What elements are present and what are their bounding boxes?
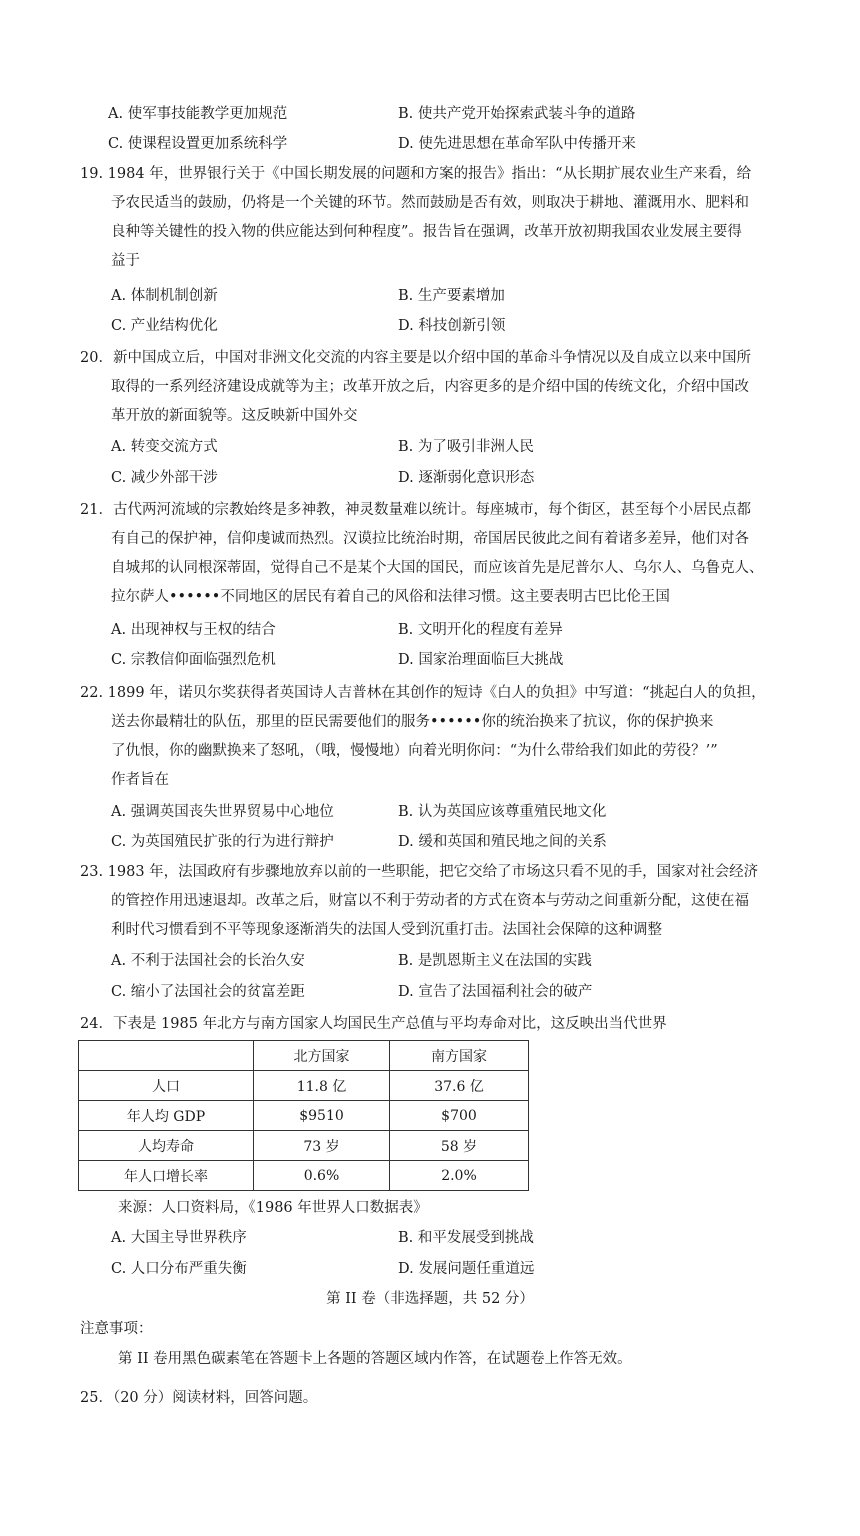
q21-option-b[interactable]: B. 文明开化的程度有差异	[398, 622, 563, 638]
q18-option-d[interactable]: D. 使先进思想在革命军队中传播开来	[398, 136, 636, 152]
q25-stem-line-1: 25．（20 分）阅读材料，回答问题。	[80, 1390, 318, 1406]
q23-option-d[interactable]: D. 宣告了法国福利社会的破产	[398, 984, 593, 1000]
q23-option-c[interactable]: C. 缩小了法国社会的贫富差距	[111, 984, 305, 1000]
q21-option-a[interactable]: A. 出现神权与王权的结合	[111, 622, 276, 638]
table-cell: 73 岁	[254, 1131, 390, 1161]
q21-option-c[interactable]: C. 宗教信仰面临强烈危机	[111, 652, 276, 668]
q20-stem-line-3: 革开放的新面貌等。这反映新中国外交	[111, 408, 358, 424]
q24-stem-line-1: 24．下表是 1985 年北方与南方国家人均国民生产总值与平均寿命对比，这反映出当代世界	[80, 1016, 667, 1032]
q24-option-c[interactable]: C. 人口分布严重失衡	[111, 1261, 247, 1277]
q19-stem-line-1: 19. 1984 年，世界银行关于《中国长期发展的问题和方案的报告》指出：“从长期扩展农业生产来看，给	[80, 166, 752, 182]
q19-option-c[interactable]: C. 产业结构优化	[111, 318, 218, 334]
table-cell: 58 岁	[390, 1131, 529, 1161]
q19-option-b[interactable]: B. 生产要素增加	[398, 288, 505, 304]
q20-option-a[interactable]: A. 转变交流方式	[111, 439, 218, 455]
table-cell: 11.8 亿	[254, 1071, 390, 1101]
table-header-row	[79, 1041, 529, 1071]
q22-option-a[interactable]: A. 强调英国丧失世界贸易中心地位	[111, 804, 334, 820]
notice-text: 第 II 卷用黑色碳素笔在答题卡上各题的答题区域内作答，在试题卷上作答无效。	[118, 1351, 632, 1367]
table-cell: $700	[390, 1101, 529, 1131]
table-cell: $9510	[254, 1101, 390, 1131]
q20-option-d[interactable]: D. 逐渐弱化意识形态	[398, 470, 535, 486]
q22-stem-line-4: 作者旨在	[111, 772, 169, 788]
q19-stem-line-2: 予农民适当的鼓励，仍将是一个关键的环节。然而鼓励是否有效，则取决于耕地、灌溉用水、肥料和	[111, 195, 749, 211]
q19-stem-line-3: 良种等关键性的投入物的供应能达到何种程度”。报告旨在强调，改革开放初期我国农业发展主要得	[111, 224, 742, 240]
q22-option-b[interactable]: B. 认为英国应该尊重殖民地文化	[398, 804, 607, 820]
q20-option-b[interactable]: B. 为了吸引非洲人民	[398, 439, 534, 455]
q21-stem-line-1: 21．古代两河流域的宗教始终是多神教，神灵数量难以统计。每座城市，每个街区，甚至每个小居民点都	[80, 502, 751, 518]
q20-stem-line-2: 取得的一系列经济建设成就等为主；改革开放之后，内容更多的是介绍中国的传统文化，介绍中国改	[111, 379, 749, 395]
q22-stem-line-3: 了仇恨，你的幽默换来了怒吼，（哦，慢慢地）向着光明你问：“为什么带给我们如此的劳役？’”	[111, 743, 718, 759]
notice-label: 注意事项：	[80, 1321, 153, 1337]
table-cell: 年人口增长率	[79, 1161, 254, 1191]
table-cell: 37.6 亿	[390, 1071, 529, 1101]
table-header-cell: 南方国家	[390, 1041, 529, 1071]
table-row	[79, 1071, 529, 1101]
q22-option-d[interactable]: D. 缓和英国和殖民地之间的关系	[398, 834, 607, 850]
table-cell: 人均寿命	[79, 1131, 254, 1161]
q21-stem-line-4: 拉尔萨人••••••不同地区的居民有着自己的风俗和法律习惯。这主要表明古巴比伦王国	[111, 589, 670, 605]
q23-option-a[interactable]: A. 不利于法国社会的长治久安	[111, 953, 305, 969]
table-cell: 2.0%	[390, 1161, 529, 1191]
q24-option-b[interactable]: B. 和平发展受到挑战	[398, 1230, 534, 1246]
q23-stem-line-3: 利时代习惯看到不平等现象逐渐消失的法国人受到沉重打击。法国社会保障的这种调整	[111, 922, 662, 938]
q23-option-b[interactable]: B. 是凯恩斯主义在法国的实践	[398, 953, 592, 969]
section-2-title: 第 II 卷（非选择题，共 52 分）	[326, 1291, 534, 1307]
q20-stem-line-1: 20．新中国成立后，中国对非洲文化交流的内容主要是以介绍中国的革命斗争情况以及自成立以来中国所	[80, 350, 751, 366]
table-cell: 人口	[79, 1071, 254, 1101]
q18-option-b[interactable]: B. 使共产党开始探索武装斗争的道路	[398, 106, 636, 122]
q21-option-d[interactable]: D. 国家治理面临巨大挑战	[398, 652, 564, 668]
q22-stem-line-2: 送去你最精壮的队伍，那里的臣民需要他们的服务••••••你的统治换来了抗议，你的保护换来	[111, 714, 714, 730]
q23-stem-line-2: 的管控作用迅速退却。改革之后，财富以不利于劳动者的方式在资本与劳动之间重新分配，这使在福	[111, 893, 749, 909]
q19-option-a[interactable]: A. 体制机制创新	[111, 288, 218, 304]
table-row	[79, 1161, 529, 1191]
population-comparison-table	[78, 1040, 529, 1191]
q20-option-c[interactable]: C. 减少外部干涉	[111, 470, 218, 486]
q24-option-d[interactable]: D. 发展问题任重道远	[398, 1261, 535, 1277]
table-row	[79, 1131, 529, 1161]
q21-stem-line-3: 自城邦的认同根深蒂固，觉得自己不是某个大国的国民，而应该首先是尼普尔人、乌尔人、乌鲁克人、	[111, 560, 764, 576]
q24-option-a[interactable]: A. 大国主导世界秩序	[111, 1230, 247, 1246]
table-row	[79, 1101, 529, 1131]
q22-stem-line-1: 22. 1899 年，诺贝尔奖获得者英国诗人吉普林在其创作的短诗《白人的负担》中写道：“挑起白人的负担，	[80, 685, 766, 701]
q21-stem-line-2: 有自己的保护神，信仰虔诚而热烈。汉谟拉比统治时期，帝国居民彼此之间有着诸多差异，他们对各	[111, 531, 749, 547]
table-cell: 年人均 GDP	[79, 1101, 254, 1131]
q18-option-a[interactable]: A. 使军事技能教学更加规范	[108, 106, 288, 122]
table-header-cell	[79, 1041, 254, 1071]
q23-stem-line-1: 23. 1983 年，法国政府有步骤地放弃以前的一些职能，把它交给了市场这只看不见的手，国家对社会经济	[80, 864, 759, 880]
table-cell: 0.6%	[254, 1161, 390, 1191]
q22-option-c[interactable]: C. 为英国殖民扩张的行为进行辩护	[111, 834, 334, 850]
table-source-note: 来源：人口资料局，《1986 年世界人口数据表》	[118, 1200, 428, 1216]
q19-stem-line-4: 益于	[111, 253, 140, 269]
q18-option-c[interactable]: C. 使课程设置更加系统科学	[108, 136, 288, 152]
table-header-cell: 北方国家	[254, 1041, 390, 1071]
q19-option-d[interactable]: D. 科技创新引领	[398, 318, 506, 334]
